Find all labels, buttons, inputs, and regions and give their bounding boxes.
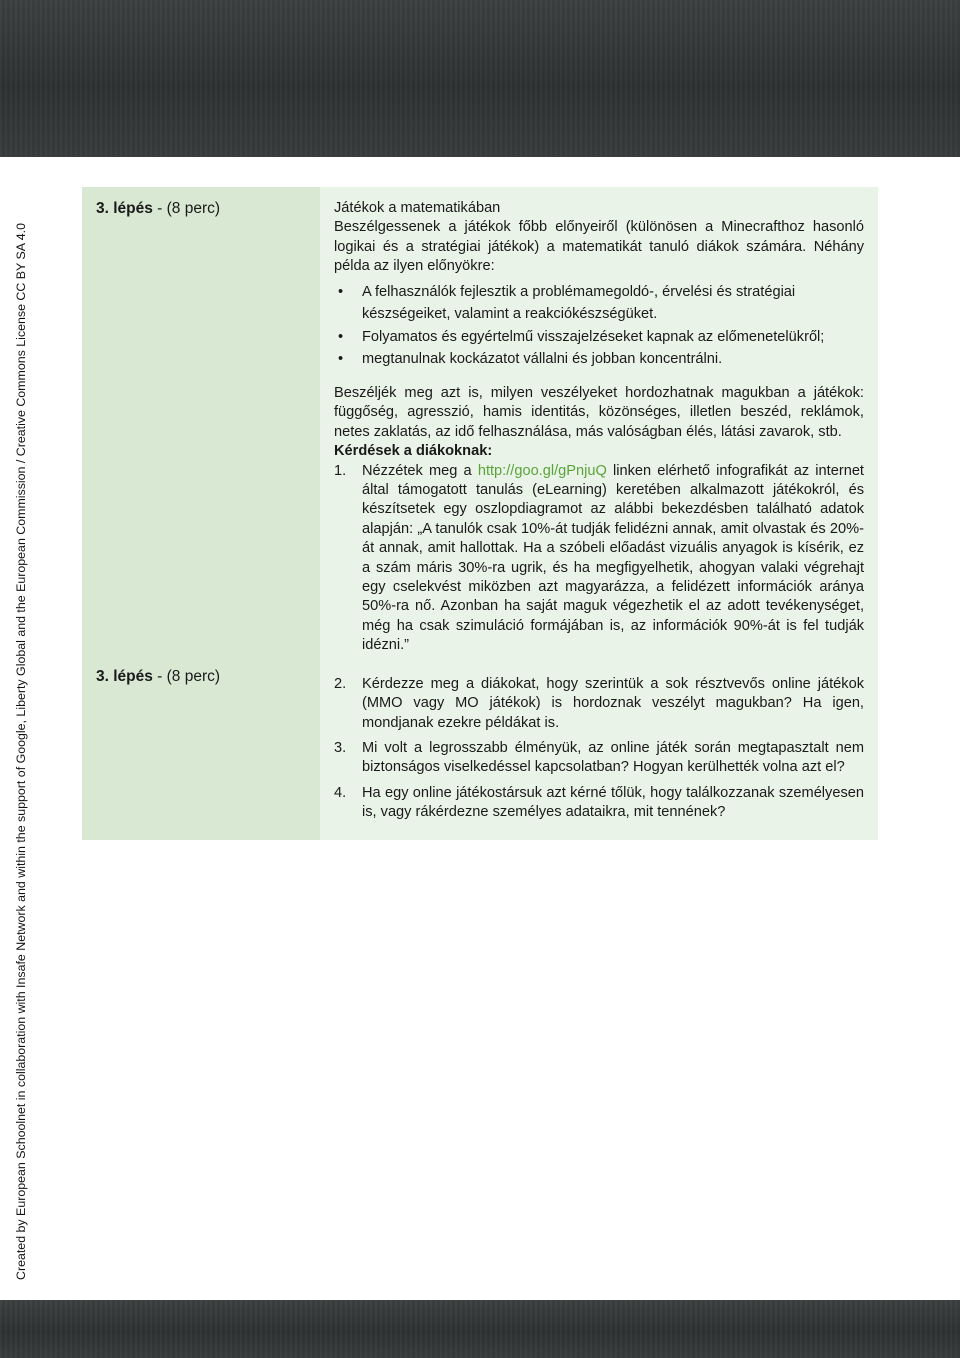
question-text: Mi volt a legrosszabb élményük, az online játék során megtapasztalt nem biztonságos viselkedéssel kapcsolatban? Hogyan kerülhették volna azt el?	[362, 739, 864, 776]
question-item	[334, 462, 864, 656]
list-item-text: megtanulnak kockázatot vállalni és jobban koncentrálni.	[362, 351, 723, 368]
step-column	[82, 187, 320, 840]
bullet-icon: •	[338, 283, 344, 300]
list-item-text: készségeiket, valamint a reakciókészségüket.	[362, 306, 658, 323]
step-content	[334, 199, 864, 823]
question-text: Ha egy online játékostársuk azt kérné tőlük, hogy találkozzanak személyesen is, vagy rákérdezne személyes adataikra, mit tennének?	[362, 784, 864, 821]
infographic-link[interactable]: http://goo.gl/gPnjuQ	[477, 462, 607, 479]
question-number: 4.	[334, 784, 347, 801]
footer-chalkboard-band	[0, 1300, 960, 1358]
benefits-list	[334, 281, 864, 371]
step-label-second	[96, 667, 220, 687]
question-item	[334, 784, 864, 823]
question-text-after-link: linken elérhető infografikát az internet által támogatott tanulás (eLearning) keretében alkalmazott játékokról, és készítsetek egy oszlopdiagramot az alábbi bekezdésben található adatok alapján: „A tanulók csak 10%-át tudják felidézni annak, amit olvastak és 20%-át annak, amit hallottak. Ha a szóbeli előadást vizuális anyagok is kísérik, ez a szám máris 30%-ra ugrik, és ha megfigyelhetik, ahogyan valaki végrehajt egy cselekvést miközben azt magyarázza, a felidézett információk aránya 50%-ra nő. Azonban ha saját maguk végezhetik el az adott tevékenységet, még ha csak szimuláció formájában is, az információk 90%-át is fel tudják idézni.”	[362, 462, 864, 654]
list-item	[334, 281, 864, 304]
intro-paragraph: Beszélgessenek a játékok főbb előnyeiről (különösen a Minecrafthoz hasonló logikai és a stratégiai játékok) a matematikát tanuló diákok számára. Néhány példa az ilyen előnyökre:	[334, 219, 864, 275]
question-number: 1.	[334, 462, 347, 479]
list-item-text: Folyamatos és egyértelmű visszajelzéseket kapnak az előmenetelükről;	[362, 328, 825, 345]
step-label-first	[96, 199, 220, 219]
lesson-step-table	[82, 187, 878, 840]
questions-list	[334, 462, 864, 823]
question-text: Kérdezze meg a diákokat, hogy szerintük a sok résztvevős online játékok (MMO vagy MO játékok) is hordoznak veszélyt magukban? Ha igen, mondjanak ezekre példákat is.	[362, 675, 864, 731]
list-item	[334, 303, 864, 326]
bullet-icon: •	[338, 328, 344, 345]
header-chalkboard-band	[0, 0, 960, 157]
question-item	[334, 675, 864, 733]
section-title: Játékok a matematikában	[334, 200, 501, 216]
step-number: 3. lépés	[96, 668, 153, 685]
question-number: 3.	[334, 739, 347, 756]
list-item	[334, 326, 864, 349]
list-item	[334, 348, 864, 371]
list-item-text: A felhasználók fejlesztik a problémamegoldó-, érvelési és stratégiai	[362, 283, 796, 300]
question-number: 2.	[334, 675, 347, 692]
dangers-paragraph: Beszéljék meg azt is, milyen veszélyeket hordozhatnak magukban a játékok: függőség, agresszió, hamis identitás, közönséges, illetlen beszéd, reklámok, netes zaklatás, az idő felhasználása, más valóságban élés, látási zavarok, stb.	[334, 385, 864, 440]
bullet-icon: •	[338, 351, 344, 368]
question-item	[334, 739, 864, 778]
question-text-before-link: Nézzétek meg a	[362, 462, 478, 479]
step-duration: - (8 perc)	[152, 668, 221, 685]
questions-heading: Kérdések a diákoknak:	[334, 443, 493, 460]
license-side-text: Created by European Schoolnet in collaboration with Insafe Network and within the support of Google, Liberty Global and the European Commission / Creative Commons License CC BY SA 4.0	[14, 223, 28, 1280]
step-number: 3. lépés	[96, 200, 153, 217]
step-duration: - (8 perc)	[152, 200, 221, 217]
